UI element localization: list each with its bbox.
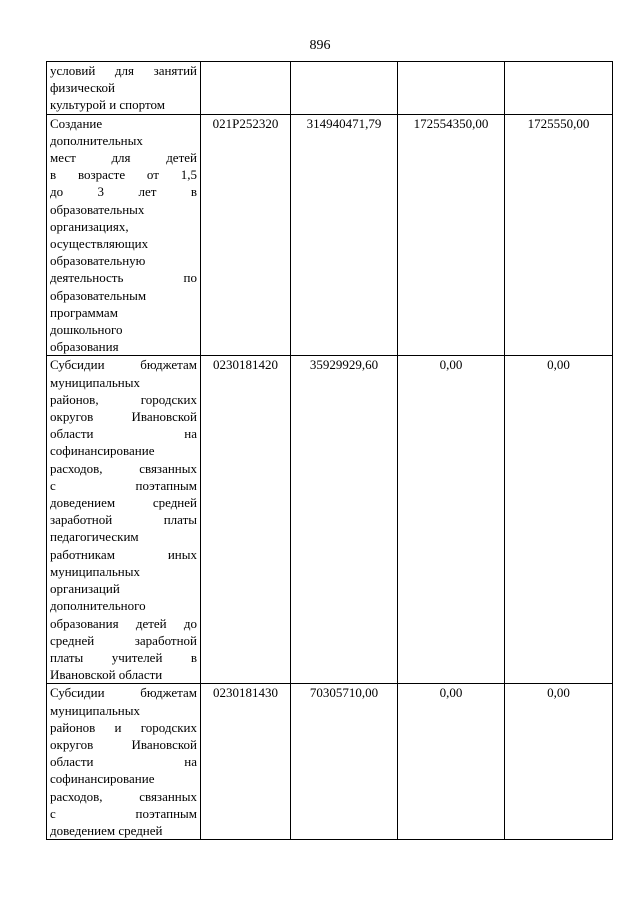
expense-name-line: муниципальных (50, 702, 141, 718)
expense-name-line: осуществляющих (50, 236, 149, 252)
expense-name-line: Создание (50, 115, 103, 131)
expense-name-line: округов Ивановской (50, 736, 197, 752)
expense-name-line: софинансирование (50, 443, 155, 459)
expense-name-line: доведением средней (50, 822, 163, 838)
expense-name-line: образовательную (50, 253, 146, 269)
expense-name-line: доведением средней (50, 495, 197, 511)
table-row (47, 114, 613, 356)
expense-name-line: деятельность по (50, 270, 197, 286)
expense-name-line: образовательным (50, 287, 147, 303)
expense-name-line: муниципальных (50, 374, 141, 390)
expense-name-line: до 3 лет в (50, 184, 197, 200)
target-code-cell: 0230181420 (201, 356, 291, 684)
expense-name-line: условий для занятий (50, 63, 197, 78)
target-code-cell (201, 62, 291, 115)
target-code-cell: 021P252320 (201, 114, 291, 356)
expense-name-line: районов, городских (50, 391, 197, 407)
expense-name-line: дошкольного (50, 322, 123, 338)
amount-year2-cell: 0,00 (398, 684, 505, 840)
table-row (47, 356, 613, 684)
expense-name-line: мест для детей (50, 150, 197, 166)
target-code-cell: 0230181430 (201, 684, 291, 840)
amount-year1-cell: 70305710,00 (291, 684, 398, 840)
expense-name-line: дополнительных (50, 132, 143, 148)
amount-year3-cell: 0,00 (505, 356, 613, 684)
expense-name-line: в возрасте от 1,5 (50, 167, 197, 183)
expense-name-cell (47, 684, 201, 840)
expense-name-line: области на (50, 426, 197, 442)
expense-name-line: заработной платы (50, 512, 197, 528)
expense-name-line: образования детей до (50, 615, 197, 631)
expense-name-cell (47, 356, 201, 684)
expense-name-line: культурой и спортом (50, 97, 165, 113)
table-row (47, 62, 613, 115)
expense-name-line: с поэтапным (50, 805, 197, 821)
expense-name-line: платы учителей в (50, 649, 197, 665)
amount-year1-cell: 35929929,60 (291, 356, 398, 684)
amount-year2-cell (398, 62, 505, 115)
expense-name-line: с поэтапным (50, 477, 197, 493)
expense-name-line: Ивановской области (50, 667, 163, 683)
expense-name-line: средней заработной (50, 632, 197, 648)
expense-name-line: физической (50, 80, 115, 96)
expense-name-line: организациях, (50, 218, 129, 234)
expense-name-line: округов Ивановской (50, 409, 197, 425)
page-number: 896 (309, 38, 331, 53)
expense-name-line: образовательных (50, 201, 145, 217)
expense-name-line: работникам иных (50, 546, 197, 562)
budget-table (46, 61, 613, 840)
expense-name-line: дополнительного (50, 598, 146, 614)
expense-name-line: расходов, связанных (50, 788, 197, 804)
expense-name-line: Субсидии бюджетам (50, 357, 197, 373)
expense-name-line: районов и городских (50, 719, 197, 735)
expense-name-line: программам (50, 304, 118, 320)
amount-year2-cell: 0,00 (398, 356, 505, 684)
expense-name-line: области на (50, 754, 197, 770)
expense-name-cell (47, 114, 201, 356)
table-row (47, 684, 613, 840)
expense-name-line: организаций (50, 581, 120, 597)
expense-name-line: образования (50, 339, 119, 355)
amount-year2-cell: 172554350,00 (398, 114, 505, 356)
amount-year3-cell: 1725550,00 (505, 114, 613, 356)
amount-year1-cell (291, 62, 398, 115)
amount-year3-cell (505, 62, 613, 115)
expense-name-line: расходов, связанных (50, 460, 197, 476)
expense-name-line: софинансирование (50, 771, 155, 787)
expense-name-line: муниципальных (50, 563, 141, 579)
expense-name-line: педагогическим (50, 529, 139, 545)
expense-name-line: Субсидии бюджетам (50, 685, 197, 701)
amount-year3-cell: 0,00 (505, 684, 613, 840)
expense-name-cell (47, 62, 201, 115)
amount-year1-cell: 314940471,79 (291, 114, 398, 356)
